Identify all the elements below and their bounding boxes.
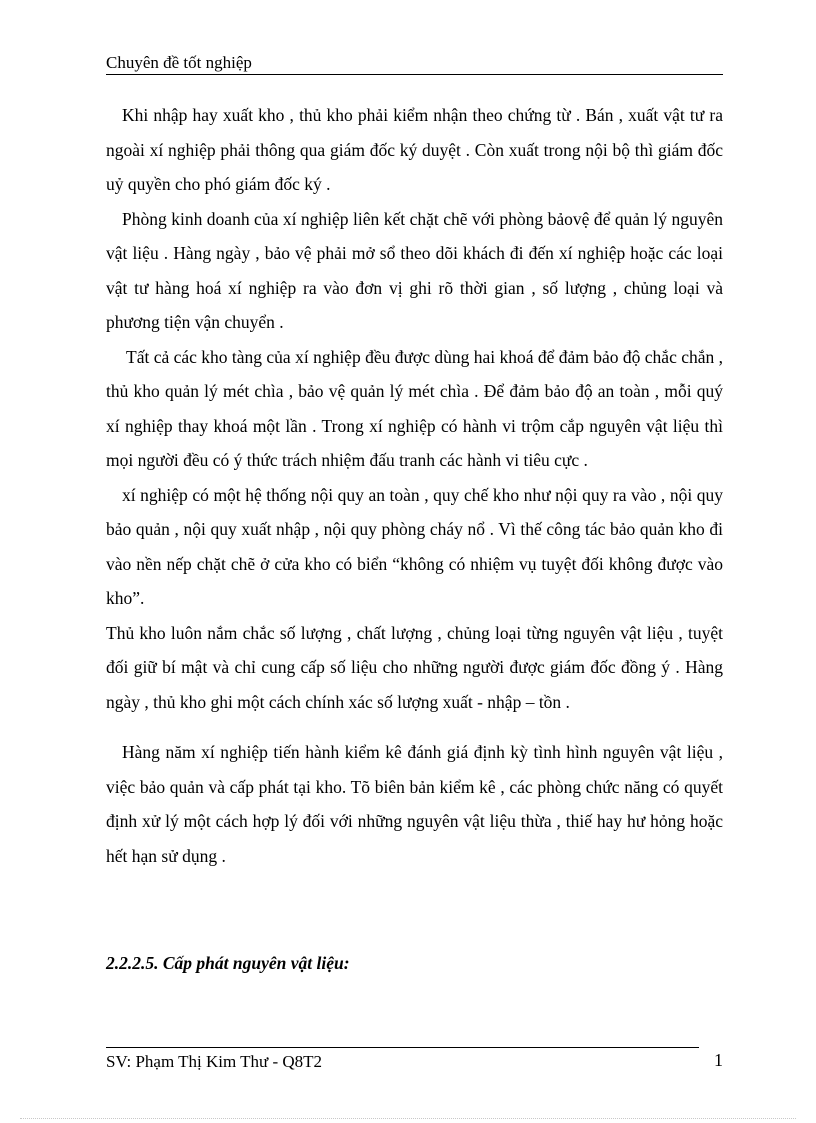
paragraph-locks: Tất cả các kho tàng của xí nghiệp đều được dùng hai khoá để đảm bảo độ chắc chắn , thủ kho quản lý mét chìa , bảo vệ quản lý mét chìa . Để đảm bảo độ an toàn , mỗi quý xí nghiệp thay khoá một lần . Trong xí nghiệp có hành vi trộm cắp nguyên vật liệu thì mọi người đều có ý thức trách nhiệm đấu tranh các hành vi tiêu cực . <box>106 346 723 470</box>
page-number: 1 <box>714 1050 723 1070</box>
paragraph-rules: xí nghiệp có một hệ thống nội quy an toàn , quy chế kho như nội quy ra vào , nội quy bảo quản , nội quy xuất nhập , nội quy phòng cháy nổ . Vì thế công tác bảo quản kho đi vào nền nếp chặt chẽ ở cửa kho có biển “không có nhiệm vụ tuyệt đối không được vào kho”. <box>106 484 723 608</box>
footer-author: SV: Phạm Thị Kim Thư - Q8T2 <box>106 1052 323 1071</box>
paragraph-storekeeper: Thủ kho luôn nắm chắc số lượng , chất lượng , chủng loại từng nguyên vật liệu , tuyệt đối giữ bí mật và chỉ cung cấp số liệu cho những người được giám đốc đồng ý . Hàng ngày , thủ kho ghi một cách chính xác số lượng xuất - nhập – tồn . <box>106 622 723 712</box>
document-body <box>106 98 723 873</box>
page-header: Chuyên đề tốt nghiệp <box>106 52 723 75</box>
page-edge-divider <box>20 1118 796 1119</box>
paragraph-security: Phòng kinh doanh của xí nghiệp liên kết chặt chẽ với phòng bảovệ để quản lý nguyên vật liệu . Hàng ngày , bảo vệ phải mở sổ theo dõi khách đi đến xí nghiệp hoặc các loại vật tư hàng hoá xí nghiệp ra vào đơn vị ghi rõ thời gian , số lượng , chủng loại và phương tiện vận chuyển . <box>106 208 723 332</box>
paragraph-receiving: Khi nhập hay xuất kho , thủ kho phải kiểm nhận theo chứng từ . Bán , xuất vật tư ra ngoài xí nghiệp phải thông qua giám đốc ký duyệt . Còn xuất trong nội bộ thì giám đốc uỷ quyền cho phó giám đốc ký . <box>106 105 723 194</box>
footer-divider <box>106 1047 699 1048</box>
paragraph-inventory: Hàng năm xí nghiệp tiến hành kiểm kê đánh giá định kỳ tình hình nguyên vật liệu , việc bảo quản và cấp phát tại kho. Tõ biên bản kiểm kê , các phòng chức năng có quyết định xử lý một cách hợp lý đối với những nguyên vật liệu thừa , thiế hay hư hỏng hoặc hết hạn sử dụng . <box>106 742 723 866</box>
section-heading: 2.2.2.5. Cấp phát nguyên vật liệu: <box>106 953 350 973</box>
